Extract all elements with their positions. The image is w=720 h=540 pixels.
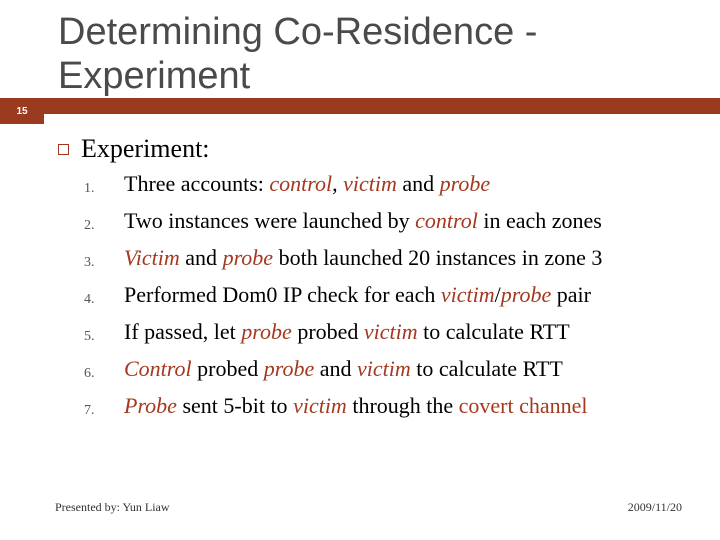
text-run: probe [222, 245, 274, 270]
steps-list [84, 170, 704, 429]
list-item-text [124, 392, 704, 424]
text-run: covert channel [458, 393, 588, 418]
list-item-text [124, 207, 704, 239]
text-run: Victim [124, 245, 180, 270]
text-run: / [494, 282, 501, 307]
text-run: control [269, 171, 333, 196]
list-item [84, 281, 704, 313]
text-run: victim [357, 356, 411, 381]
main-bullet [58, 134, 210, 164]
slide-number: 15 [0, 98, 44, 124]
text-run: to calculate RTT [410, 356, 563, 381]
footer-presenter: Presented by: Yun Liaw [55, 500, 170, 514]
text-run: probe [500, 282, 552, 307]
bullet-text: Experiment: [81, 134, 210, 163]
text-run: If passed, let [124, 319, 242, 344]
text-run: control [415, 208, 478, 233]
slide-title: Determining Co-Residence - Experiment [58, 11, 538, 97]
footer-date: 2009/11/20 [627, 500, 682, 514]
text-run: victim [293, 393, 347, 418]
text-run: probed [291, 319, 364, 344]
text-run: probe [241, 319, 292, 344]
text-run: victim [363, 319, 418, 344]
list-item [84, 170, 704, 202]
text-run: Three accounts: [124, 171, 270, 196]
list-item-number: 1. [84, 181, 95, 196]
list-item-number: 6. [84, 366, 95, 381]
text-run: and [396, 171, 440, 196]
text-run: probe [263, 356, 315, 381]
text-run: victim [343, 171, 397, 196]
text-run: and [179, 245, 223, 270]
list-item-text [124, 355, 704, 387]
square-bullet-icon [58, 144, 69, 155]
list-item-text [124, 281, 704, 313]
list-item-number: 3. [84, 255, 95, 270]
list-item-number: 4. [84, 292, 95, 307]
text-run: , [332, 171, 344, 196]
text-run: Two instances were launched by [124, 208, 416, 233]
text-run: both launched 20 instances in zone 3 [273, 245, 603, 270]
list-item [84, 355, 704, 387]
text-run: Performed Dom0 IP check for each [124, 282, 441, 307]
list-item [84, 318, 704, 350]
list-item-text [124, 244, 704, 276]
title-divider [44, 98, 720, 114]
text-run: victim [440, 282, 495, 307]
text-run: and [314, 356, 358, 381]
text-run: Probe [124, 393, 177, 418]
text-run: Control [124, 356, 192, 381]
list-item-number: 2. [84, 218, 95, 233]
list-item [84, 244, 704, 276]
text-run: through the [346, 393, 459, 418]
text-run: probe [439, 171, 491, 196]
list-item-text [124, 318, 704, 350]
text-run: in each zones [477, 208, 602, 233]
list-item [84, 207, 704, 239]
text-run: probed [191, 356, 264, 381]
list-item-text [124, 170, 704, 202]
text-run: to calculate RTT [417, 319, 570, 344]
text-run: pair [551, 282, 591, 307]
list-item [84, 392, 704, 424]
list-item-number: 5. [84, 329, 95, 344]
list-item-number: 7. [84, 403, 95, 418]
text-run: sent 5-bit to [176, 393, 294, 418]
